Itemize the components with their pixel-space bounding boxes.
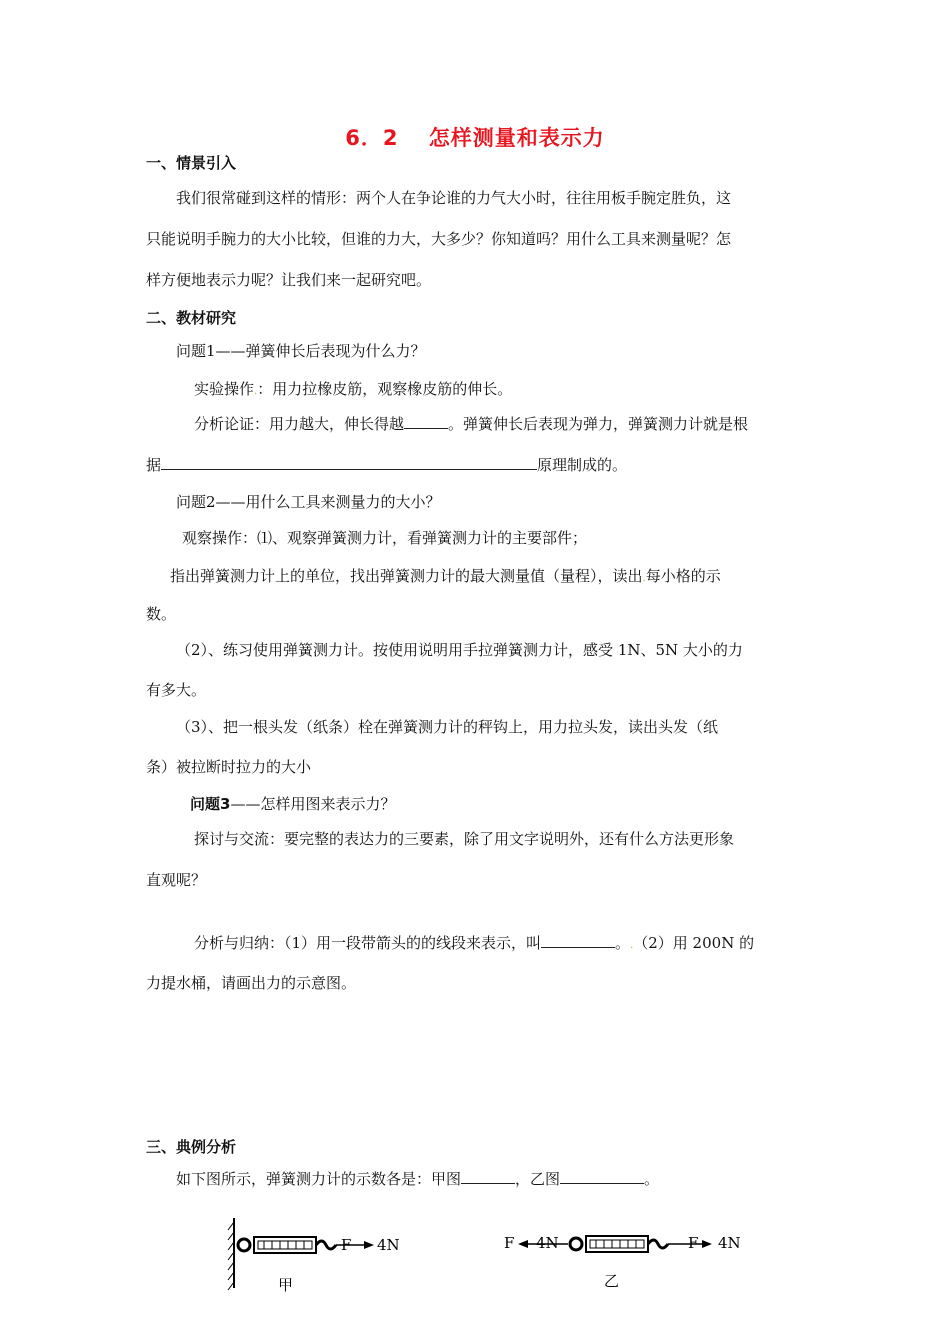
- section-heading-study: 二、教材研究: [146, 309, 237, 327]
- blank-field[interactable]: [161, 455, 537, 470]
- discussion-line-2: 直观呢？: [146, 871, 207, 889]
- arrow-head-icon: [702, 1240, 712, 1248]
- spring-scale-figure-jia: [222, 1212, 412, 1294]
- right-force-value-label: 4N: [718, 1234, 741, 1252]
- analysis-text-a: 分析论证：用力越大，伸长得越: [194, 415, 405, 433]
- spring-scale-figure-yi: [498, 1222, 758, 1294]
- experiment-label: 实验操作: [194, 380, 255, 398]
- section-heading-example: 三、典例分析: [146, 1138, 237, 1156]
- hook-icon: [648, 1240, 668, 1248]
- force-value-label: 4N: [377, 1236, 400, 1254]
- page-title: 6．2 怎样测量和表示力: [345, 126, 605, 150]
- question-3-text: ——怎样用图来表示力？: [230, 795, 396, 813]
- observe-text-b: 每小格的示: [645, 567, 721, 585]
- arrow-head-icon: [364, 1241, 374, 1249]
- analysis-line-1: [194, 414, 748, 434]
- figure-caption-yi: 乙: [604, 1272, 620, 1290]
- analysis-text-c: 据: [146, 456, 162, 474]
- question-1-title: 问题1——弹簧伸长后表现为什么力？: [176, 342, 426, 360]
- scale-body: [254, 1237, 316, 1253]
- question-2-title: 问题2——用什么工具来测量力的大小？: [176, 493, 441, 511]
- intro-line-1: 我们很常碰到这样的情形：两个人在争论谁的力气大小时，往往用板手腕定胜负，这: [176, 189, 732, 207]
- scale-ticks: [596, 1240, 636, 1248]
- question-3-title: [190, 794, 395, 814]
- force-label: F: [341, 1236, 352, 1254]
- left-force-label: F: [504, 1234, 515, 1252]
- section-heading-intro: 一、情景引入: [146, 154, 237, 172]
- example-text-c: 。: [644, 1170, 660, 1188]
- analysis-text-b: 。弹簧伸长后表现为弹力，弹簧测力计就是根: [448, 415, 749, 433]
- intro-line-2: 只能说明手腕力的大小比较，但谁的力大，大多少？你知道吗？用什么工具来测量呢？怎: [146, 230, 732, 248]
- blank-field[interactable]: [541, 933, 615, 948]
- summary-text-b: 。: [615, 934, 631, 952]
- experiment-text: ：用力拉橡皮筋，观察橡皮筋的伸长。: [257, 380, 513, 398]
- experiment-line: [194, 379, 512, 402]
- observe-text-a: 指出弹簧测力计上的单位，找出弹簧测力计的最大测量值（量程），读出: [170, 567, 643, 585]
- step-3-line-2: 条）被拉断时拉力的大小: [146, 758, 312, 776]
- mark-dot: .: [630, 940, 634, 951]
- right-force-label: F: [688, 1234, 699, 1252]
- blank-field[interactable]: [560, 1169, 644, 1184]
- ring-icon: [570, 1238, 582, 1250]
- observe-line-1: 观察操作：⑴、观察弹簧测力计，看弹簧测力计的主要部件；: [182, 529, 588, 547]
- arrow-head-icon: [518, 1240, 528, 1248]
- intro-line-3: 样方便地表示力呢？让我们来一起研究吧。: [146, 271, 432, 289]
- summary-text-c: （2）用 200N 的: [633, 934, 755, 952]
- step-2-line-2: 有多大。: [146, 681, 207, 699]
- example-text-a: 如下图所示，弹簧测力计的示数各是：甲图: [176, 1170, 462, 1188]
- question-3-label: 问题3: [190, 795, 231, 813]
- mark-dot: .: [642, 573, 646, 584]
- summary-line-2: 力提水桶，请画出力的示意图。: [146, 974, 357, 992]
- summary-text-a: 分析与归纳：（1）用一段带箭头的的线段来表示，叫: [194, 934, 542, 952]
- observe-line-3: 数。: [146, 605, 177, 623]
- left-force-value-label: 4N: [536, 1234, 559, 1252]
- analysis-text-d: 原理制成的。: [537, 456, 628, 474]
- mark-dot: .: [254, 386, 258, 397]
- figure-caption-jia: 甲: [278, 1276, 294, 1294]
- blank-field[interactable]: [404, 414, 448, 429]
- analysis-line-2: [146, 455, 627, 475]
- step-2-line-1: （2）、练习使用弹簧测力计。按使用说明用手拉弹簧测力计，感受 1N、5N 大小的力: [176, 641, 743, 659]
- hook-icon: [316, 1241, 336, 1249]
- observe-line-2: [170, 566, 721, 589]
- discussion-line-1: 探讨与交流：要完整的表达力的三要素，除了用文字说明外，还有什么方法更形象: [194, 830, 735, 848]
- example-question: [176, 1169, 659, 1189]
- ring-icon: [238, 1239, 250, 1251]
- summary-line-1: [194, 933, 754, 956]
- scale-ticks: [264, 1241, 304, 1249]
- example-text-b: ，乙图: [515, 1170, 561, 1188]
- scale-body: [586, 1236, 648, 1252]
- blank-field[interactable]: [461, 1169, 515, 1184]
- step-3-line-1: （3）、把一根头发（纸条）栓在弹簧测力计的秤钩上，用力拉头发，读出头发（纸: [176, 718, 719, 736]
